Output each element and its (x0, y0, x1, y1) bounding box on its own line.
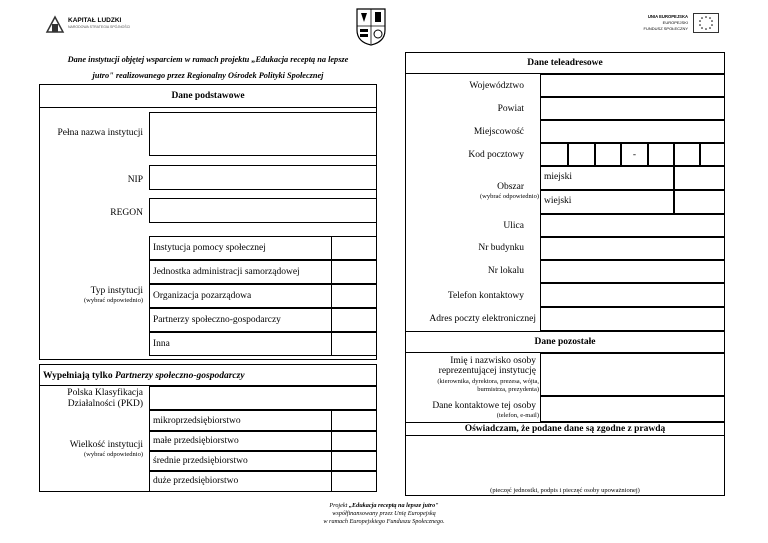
footer-line-1a: Projekt (329, 502, 349, 509)
type-option-label: Organizacja pozarządowa (153, 291, 252, 301)
area-hint: (wybrać odpowiednio) (479, 193, 539, 200)
rep-hint-1: (kierownika, dyrektora, prezesa, wójta, (437, 378, 539, 385)
city-field[interactable] (540, 120, 725, 143)
regon-label: REGON (110, 208, 143, 218)
coat-of-arms-emblem (356, 8, 386, 46)
size-hint: (wybrać odpowiednio) (83, 451, 143, 458)
nip-label: NIP (127, 175, 143, 185)
rep-contact-label: Dane kontaktowe tej osoby (432, 401, 536, 411)
street-field[interactable] (540, 214, 725, 237)
regon-field[interactable] (149, 198, 377, 223)
unit-no-label: Nr lokalu (487, 266, 524, 276)
type-option-checkbox[interactable] (331, 236, 377, 260)
type-option-checkbox[interactable] (331, 284, 377, 308)
footer-line-3: w ramach Europejskiego Funduszu Społecznego. (323, 518, 445, 525)
kapital-ludzki-logo (44, 14, 164, 40)
postal-digit[interactable] (648, 143, 674, 166)
left-logo-subtitle: NARODOWA STRATEGIA SPÓJNOŚCI (68, 25, 131, 29)
county-field[interactable] (540, 97, 725, 120)
type-option-label: Partnerzy społeczno-gospodarczy (153, 315, 281, 325)
postal-digit[interactable] (674, 143, 700, 166)
building-no-label: Nr budynku (478, 243, 524, 253)
emblem-icon (356, 8, 386, 46)
rep-name-field[interactable] (540, 353, 725, 396)
area-rural-label: wiejski (544, 196, 572, 206)
county-label: Powiat (497, 104, 524, 114)
voivodeship-field[interactable] (540, 74, 725, 97)
footer-line-2: współfinansowany przez Unię Europejską (332, 510, 436, 517)
voivodeship-label: Województwo (469, 81, 524, 91)
contact-title: Dane teleadresowe (527, 58, 603, 68)
postal-code-label: Kod pocztowy (468, 150, 524, 160)
area-rural-checkbox[interactable] (674, 190, 725, 214)
building-no-field[interactable] (540, 237, 725, 260)
eu-logo-line3: FUNDUSZ SPOŁECZNY (643, 26, 688, 31)
type-hint: (wybrać odpowiednio) (83, 297, 143, 304)
basic-data-title: Dane podstawowe (171, 91, 245, 101)
postal-digit[interactable] (700, 143, 725, 166)
area-label: Obszar (497, 182, 524, 192)
size-option-label: mikroprzedsiębiorstwo (153, 416, 241, 426)
declaration-text: Oświadczam, że podane dane są zgodne z prawdą (464, 424, 666, 434)
type-option-label: Inna (153, 339, 170, 349)
signature-hint: (pieczęć jednostki, podpis i pieczęć osoby upoważnionej) (490, 487, 640, 494)
partners-title-a: Wypełniają tylko (43, 371, 115, 381)
footer-line-1 (234, 503, 534, 510)
size-option-checkbox[interactable] (331, 410, 377, 431)
type-option-checkbox[interactable] (331, 332, 377, 356)
eu-logo (626, 12, 722, 38)
other-data-title: Dane pozostałe (534, 337, 596, 347)
postal-digit[interactable] (540, 143, 568, 166)
city-label: Miejscowość (473, 127, 524, 137)
size-option-checkbox[interactable] (331, 471, 377, 492)
street-label: Ulica (503, 221, 524, 231)
type-option-checkbox[interactable] (331, 260, 377, 284)
pkd-label-2: Działalności (PKD) (67, 399, 143, 409)
size-option-checkbox[interactable] (331, 451, 377, 471)
partners-title (43, 371, 245, 381)
type-option-label: Jednostka administracji samorządowej (153, 267, 300, 277)
left-logo-title: KAPITAŁ LUDZKI (68, 17, 122, 24)
kapital-ludzki-icon (44, 14, 66, 36)
area-urban-label: miejski (544, 172, 572, 182)
postal-dash: - (632, 150, 637, 160)
pkd-field[interactable] (149, 386, 377, 410)
type-label: Typ instytucji (90, 286, 143, 296)
partners-title-b: Partnerzy społeczno-gospodarczy (114, 371, 245, 381)
type-option-checkbox[interactable] (331, 308, 377, 332)
unit-no-field[interactable] (540, 260, 725, 283)
area-urban-checkbox[interactable] (674, 166, 725, 190)
intro-line-1: Dane instytucji objętej wsparciem w ramach projektu „Edukacja receptą na lepsze (67, 55, 349, 64)
full-name-field[interactable] (149, 112, 377, 156)
eu-flag-icon (693, 13, 719, 33)
size-option-label: średnie przedsiębiorstwo (153, 456, 248, 466)
rep-label-2: reprezentującej instytucję (438, 366, 536, 376)
full-name-label: Pełna nazwa instytucji (57, 128, 143, 138)
phone-field[interactable] (540, 283, 725, 307)
intro-line-2: jutro" realizowanego przez Regionalny Ośrodek Polityki Społecznej (92, 71, 324, 80)
postal-digit[interactable] (595, 143, 621, 166)
email-label: Adres poczty elektronicznej (429, 314, 536, 324)
size-option-label: duże przedsiębiorstwo (153, 476, 239, 486)
footer-line-1b: „Edukacja receptą na lepsze jutro" (348, 502, 439, 509)
email-field[interactable] (540, 307, 725, 331)
size-label: Wielkość instytucji (69, 440, 143, 450)
size-option-label: małe przedsiębiorstwo (153, 436, 239, 446)
rep-hint-2: burmistrza, prezydenta) (477, 386, 539, 393)
pkd-label-1: Polska Klasyfikacja (67, 388, 143, 398)
nip-field[interactable] (149, 165, 377, 190)
postal-digit[interactable] (568, 143, 595, 166)
rep-contact-field[interactable] (540, 396, 725, 422)
rep-contact-hint: (telefon, e-mail) (496, 412, 539, 419)
phone-label: Telefon kontaktowy (447, 291, 524, 301)
type-option-label: Instytucja pomocy społecznej (153, 243, 266, 253)
size-option-checkbox[interactable] (331, 431, 377, 451)
rep-label-1: Imię i nazwisko osoby (450, 356, 536, 366)
eu-logo-line1: UNIA EUROPEJSKA (647, 14, 688, 19)
eu-logo-line2: EUROPEJSKI (662, 20, 688, 25)
